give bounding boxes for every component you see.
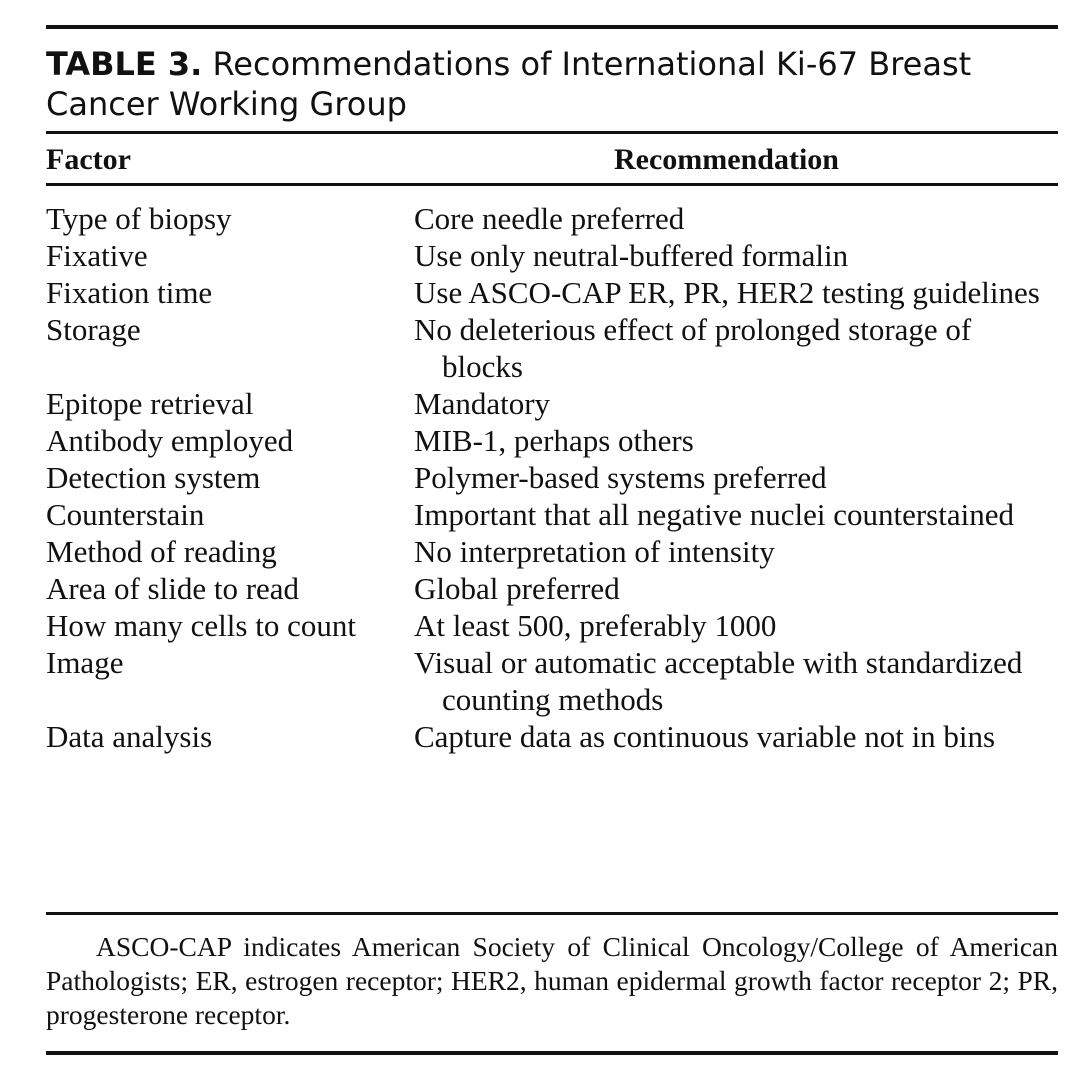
factor-cell: Storage (46, 312, 141, 347)
factor-cell: Type of biopsy (46, 201, 232, 236)
recommendation-cell: Use only neutral-buffered formalin (414, 238, 849, 273)
table-row (46, 274, 1058, 311)
column-header-recommendation: Recommendation (614, 143, 839, 176)
table-row (46, 311, 1058, 385)
recommendation-cell: Mandatory (414, 386, 551, 421)
top-rule (46, 25, 1058, 29)
factor-cell: Fixation time (46, 275, 213, 310)
recommendation-cell: Global preferred (414, 571, 620, 606)
table-row (46, 496, 1058, 533)
table-row (46, 607, 1058, 644)
recommendation-cell: Visual or automatic acceptable with standardized counting methods (414, 645, 1023, 717)
recommendation-cell: Important that all negative nuclei counterstained (414, 497, 1014, 532)
recommendation-cell: Core needle preferred (414, 201, 685, 236)
table-row (46, 570, 1058, 607)
table-row (46, 237, 1058, 274)
table-row (46, 200, 1058, 237)
factor-cell: Antibody employed (46, 423, 294, 458)
factor-cell: How many cells to count (46, 608, 356, 643)
recommendation-cell: MIB-1, perhaps others (414, 423, 694, 458)
factor-cell: Epitope retrieval (46, 386, 254, 421)
table-row (46, 533, 1058, 570)
table-footnote: ASCO-CAP indicates American Society of Clinical Oncology/College of American Pathologists; ER, estrogen receptor; HER2, human epidermal growth factor receptor 2; PR, progesterone receptor. (46, 931, 1058, 1030)
column-header-factor: Factor (46, 143, 131, 176)
table-row (46, 644, 1058, 718)
factor-cell: Detection system (46, 460, 261, 495)
table-caption (46, 44, 1058, 124)
table-row (46, 422, 1058, 459)
body-rule (46, 912, 1058, 915)
factor-cell: Fixative (46, 238, 148, 273)
factor-cell: Image (46, 645, 124, 680)
table-row (46, 459, 1058, 496)
recommendation-cell: No interpretation of intensity (414, 534, 775, 569)
bottom-rule (46, 1051, 1058, 1055)
factor-cell: Method of reading (46, 534, 277, 569)
table-caption-label: TABLE 3. (46, 45, 203, 83)
table-row (46, 385, 1058, 422)
factor-cell: Data analysis (46, 719, 213, 754)
caption-rule (46, 131, 1058, 134)
factor-cell: Area of slide to read (46, 571, 300, 606)
recommendation-cell: Capture data as continuous variable not in bins (414, 719, 996, 754)
recommendation-cell: Use ASCO-CAP ER, PR, HER2 testing guidelines (414, 275, 1040, 310)
header-rule (46, 183, 1058, 186)
recommendation-cell: At least 500, preferably 1000 (414, 608, 777, 643)
table-body (46, 200, 1058, 755)
factor-cell: Counterstain (46, 497, 205, 532)
table-caption-text: Recommendations of International Ki-67 Breast Cancer Working Group (46, 45, 972, 123)
recommendation-cell: Polymer-based systems preferred (414, 460, 827, 495)
table-row (46, 718, 1058, 755)
recommendation-cell: No deleterious effect of prolonged storage of blocks (414, 312, 972, 384)
